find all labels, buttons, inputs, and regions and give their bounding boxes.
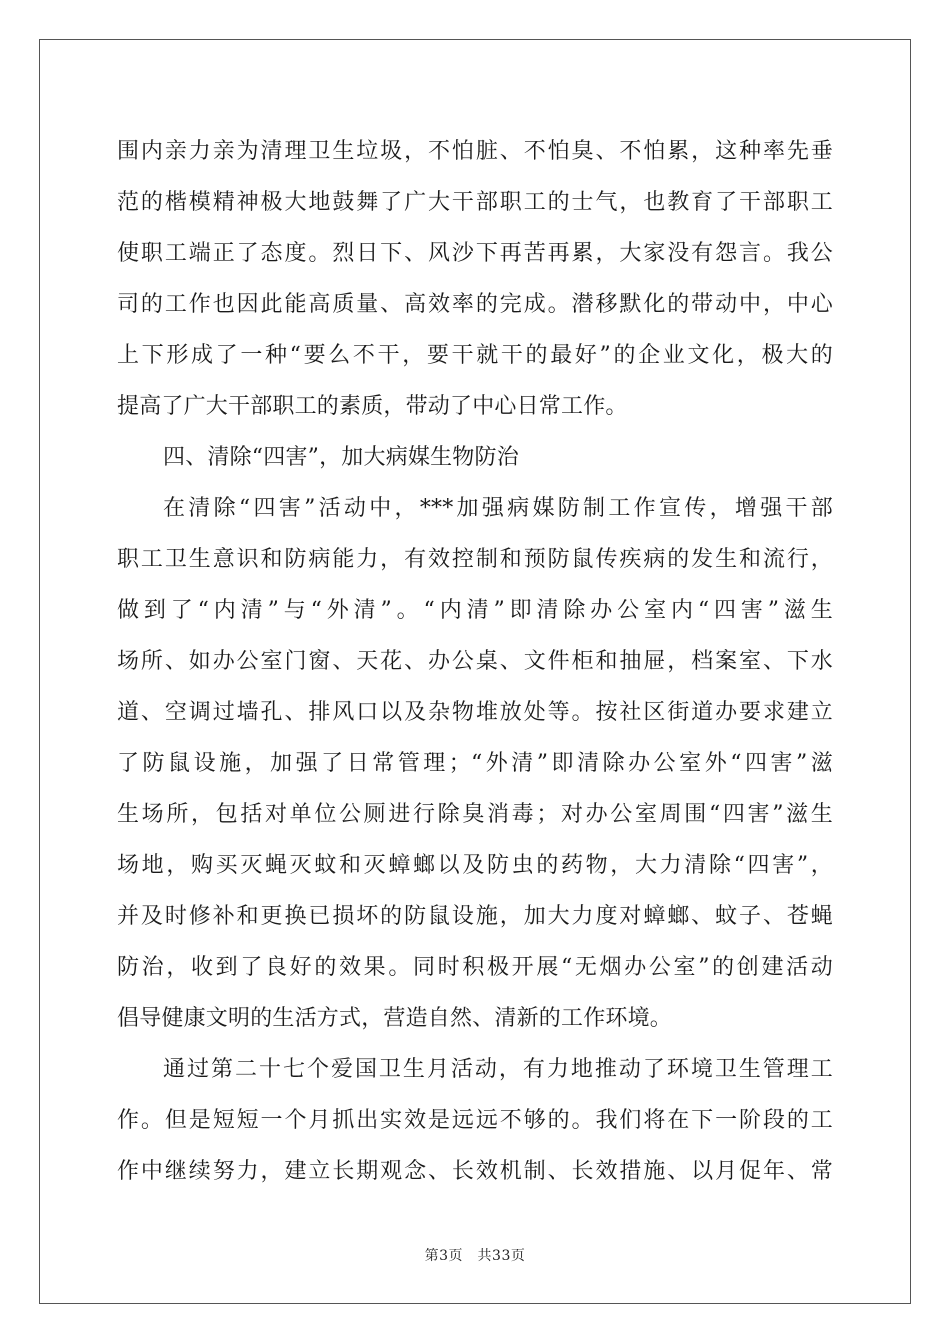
paragraph	[117, 126, 833, 432]
text-line: 了防鼠设施，加强了日常管理；“外清”即清除办公室外“四害”滋	[117, 751, 833, 776]
text-line: 在清除“四害”活动中，***加强病媒防制工作宣传，增强干部	[163, 496, 833, 521]
text-line: 做到了“内清”与“外清”。“内清”即清除办公室内“四害”滋生	[117, 598, 833, 623]
text-line: 道、空调过墙孔、排风口以及杂物堆放处等。按社区街道办要求建立	[117, 700, 833, 725]
text-line: 并及时修补和更换已损坏的防鼠设施，加大力度对蟑螂、蚊子、苍蝇	[117, 904, 833, 929]
text-line: 上下形成了一种“要么不干，要干就干的最好”的企业文化，极大的	[117, 343, 833, 368]
document-body	[117, 126, 833, 1197]
text-line: 倡导健康文明的生活方式，营造自然、清新的工作环境。	[117, 1006, 673, 1031]
text-line: 范的楷模精神极大地鼓舞了广大干部职工的士气，也教育了干部职工	[117, 190, 833, 215]
text-line: 司的工作也因此能高质量、高效率的完成。潜移默化的带动中，中心	[117, 292, 833, 317]
text-line: 场地，购买灭蝇灭蚊和灭蟑螂以及防虫的药物，大力清除“四害”，	[117, 853, 833, 878]
text-line: 职工卫生意识和防病能力，有效控制和预防鼠传疾病的发生和流行，	[117, 547, 833, 572]
text-line: 提高了广大干部职工的素质，带动了中心日常工作。	[117, 394, 628, 419]
text-line: 场所、如办公室门窗、天花、办公桌、文件柜和抽屉，档案室、下水	[117, 649, 833, 674]
text-line: 围内亲力亲为清理卫生垃圾，不怕脏、不怕臭、不怕累，这种率先垂	[117, 139, 833, 164]
text-line: 作。但是短短一个月抓出实效是远远不够的。我们将在下一阶段的工	[117, 1108, 833, 1133]
text-line: 作中继续努力，建立长期观念、长效机制、长效措施、以月促年、常	[117, 1159, 833, 1184]
text-line: 通过第二十七个爱国卫生月活动，有力地推动了环境卫生管理工	[163, 1057, 833, 1082]
paragraph	[117, 1044, 833, 1197]
text-line: 使职工端正了态度。烈日下、风沙下再苦再累，大家没有怨言。我公	[117, 241, 833, 266]
page-number-footer: 第3页 共33页	[424, 1248, 526, 1264]
section-heading	[117, 432, 833, 483]
text-line: 生场所，包括对单位公厕进行除臭消毒；对办公室周围“四害”滋生	[117, 802, 833, 827]
section-heading-text: 四、清除“四害”，加大病媒生物防治	[163, 445, 519, 470]
paragraph	[117, 483, 833, 1044]
text-line: 防治，收到了良好的效果。同时积极开展“无烟办公室”的创建活动	[117, 955, 833, 980]
